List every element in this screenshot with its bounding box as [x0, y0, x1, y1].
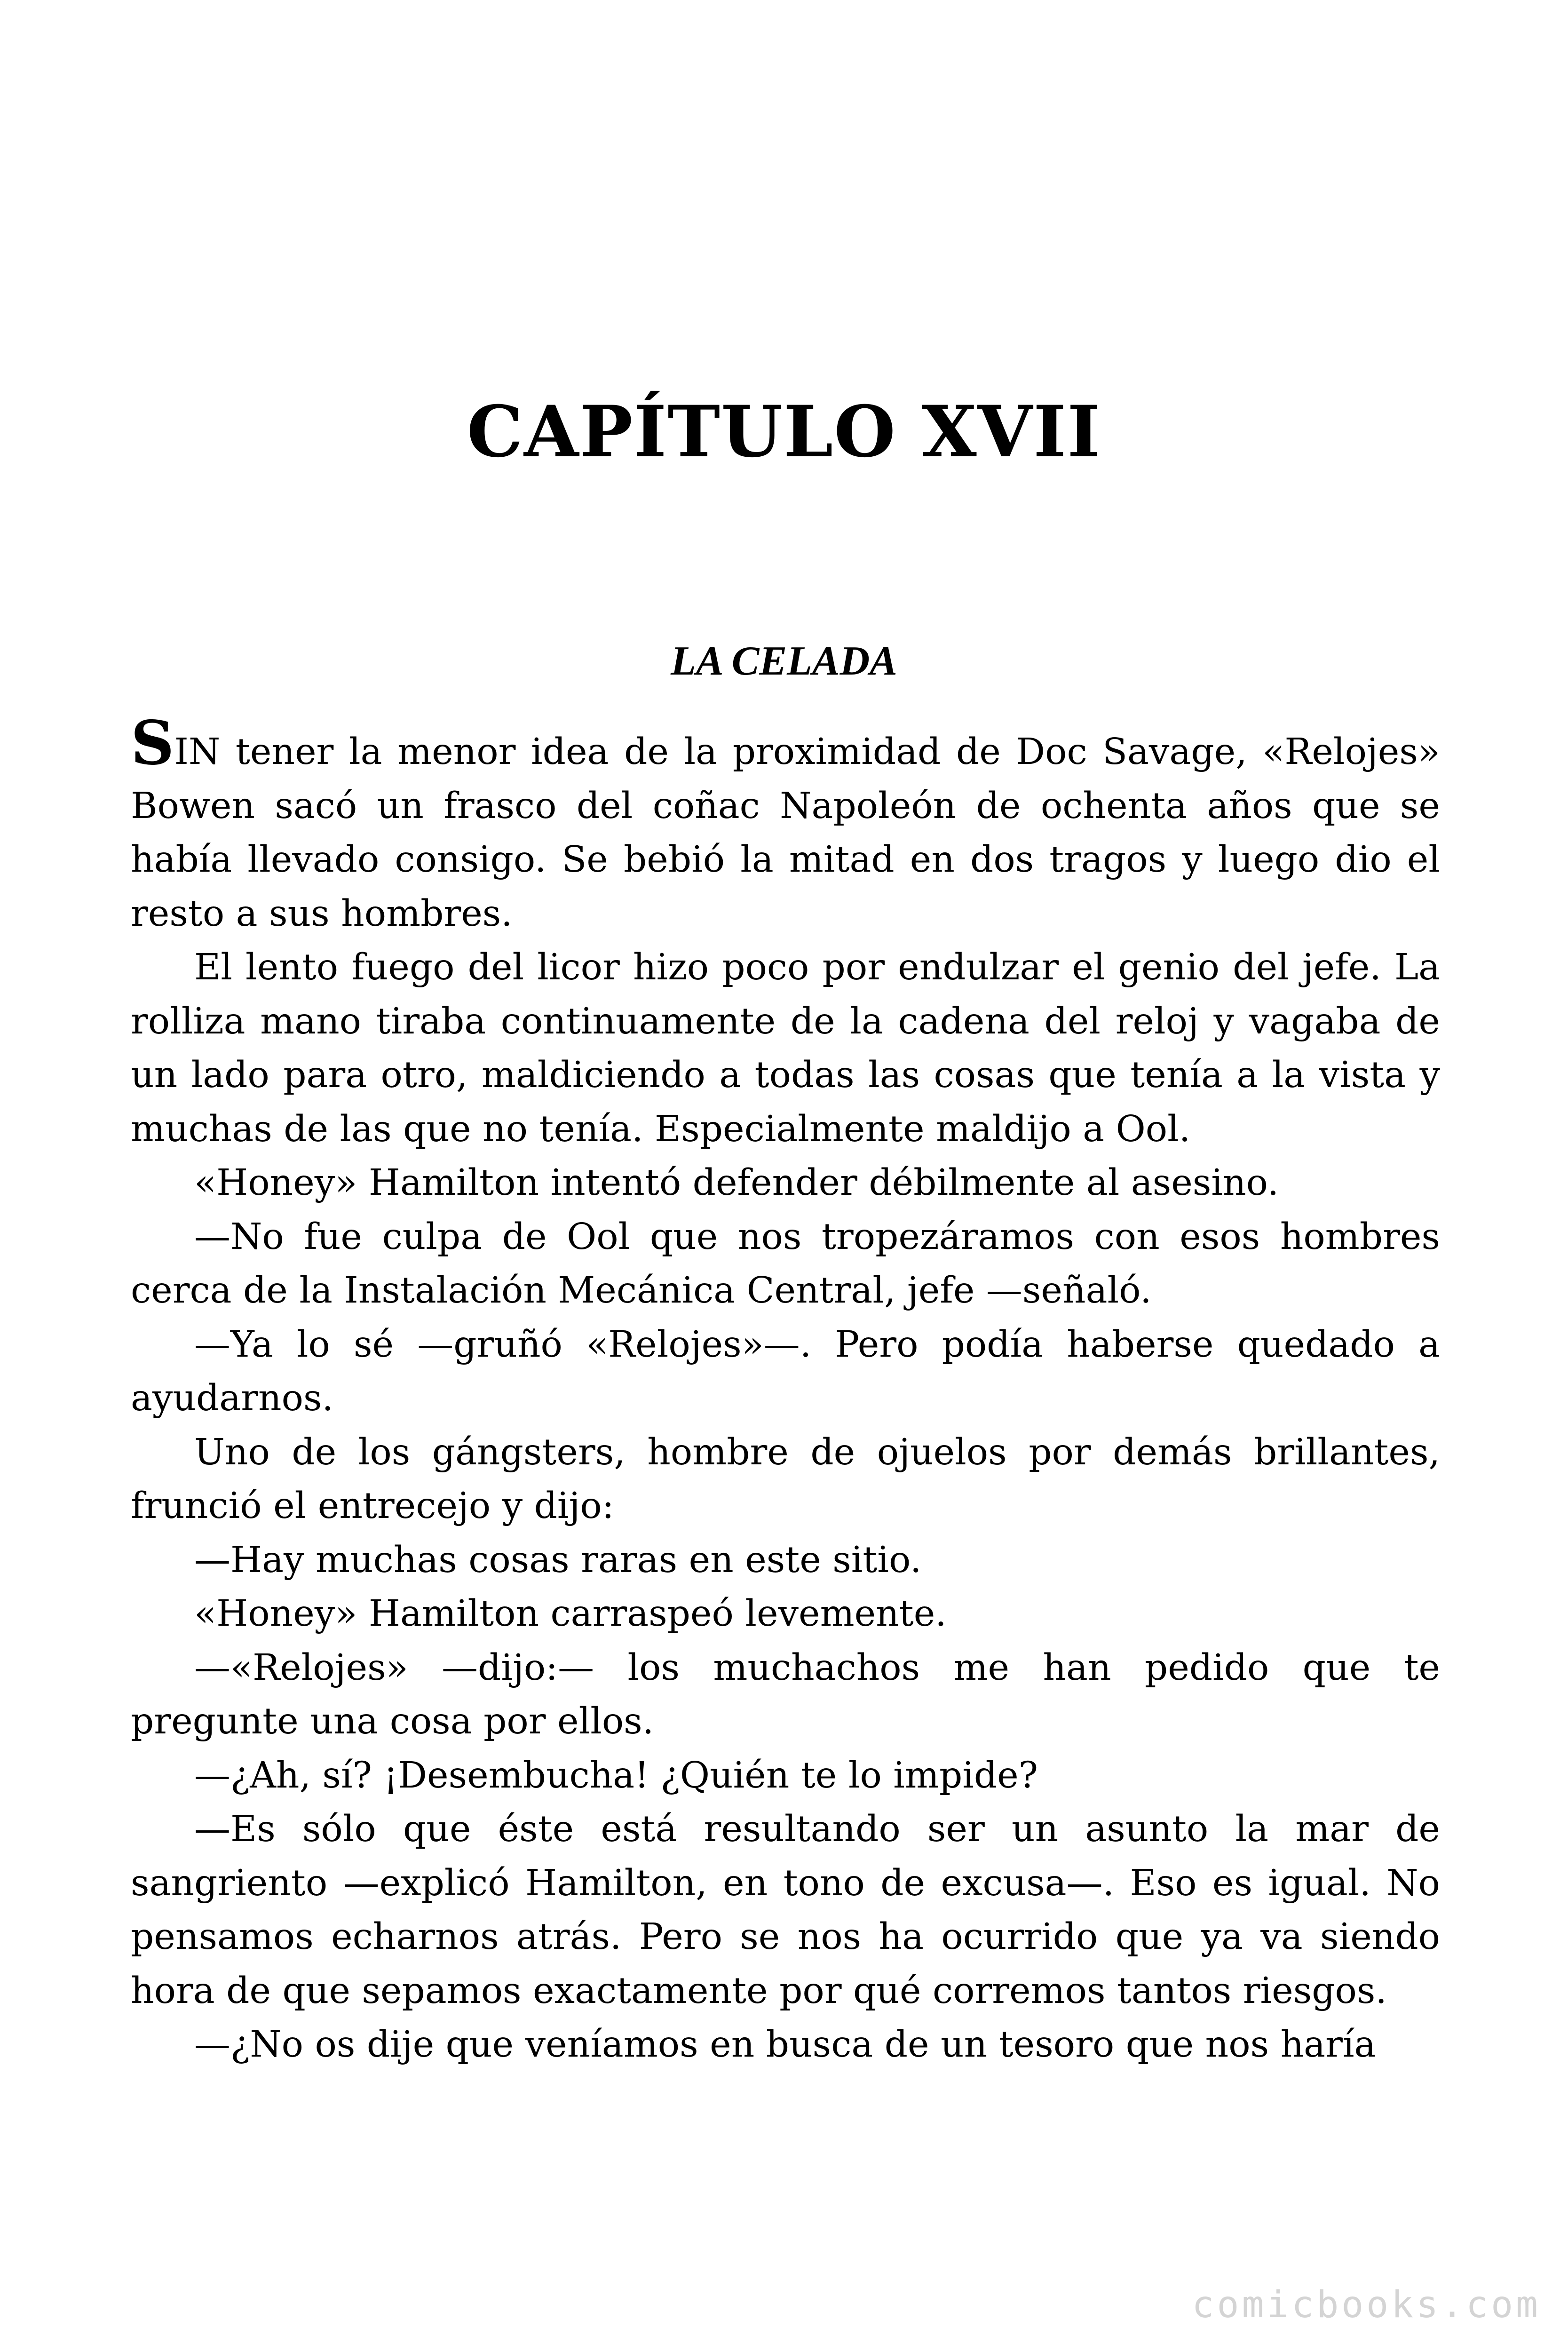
paragraph-8: «Honey» Hamilton carraspeó levemente.: [194, 1593, 947, 1635]
watermark: comicbooks.com: [1192, 2284, 1541, 2326]
paragraph-4: —No fue culpa de Ool que nos tropezáramos con esos hombres cerca de la Instalación Mecánica Central, jefe —señaló.: [131, 1216, 1440, 1311]
paragraph-11: —Es sólo que éste está resultando ser un asunto la mar de sangriento —explicó Hamilton, en tono de excusa—. Eso es igual. No pensamos echarnos atrás. Pero se nos ha ocurrido que ya va siendo hora de que sepamos exactamente por qué corremos tantos riesgos.: [131, 1808, 1440, 2012]
chapter-body: [131, 708, 1440, 2072]
paragraph-5: —Ya lo sé —gruñó «Relojes»—. Pero podía haberse quedado a ayudarnos.: [131, 1323, 1440, 1419]
paragraph-7: —Hay muchas cosas raras en este sitio.: [194, 1539, 922, 1581]
paragraph-3: «Honey» Hamilton intentó defender débilmente al asesino.: [194, 1162, 1279, 1204]
chapter-title: CAPÍTULO XVII: [467, 390, 1101, 473]
paragraph-10: —¿Ah, sí? ¡Desembucha! ¿Quién te lo impide?: [194, 1754, 1038, 1796]
first-lead-smallcaps: IN: [174, 731, 221, 773]
drop-cap: S: [131, 708, 174, 779]
first-paragraph-text: tener la menor idea de la proximidad de Doc Savage, «Relojes» Bowen sacó un frasco del coñac Napoleón de ochenta años que se había llevado consigo. Se bebió la mitad en dos tragos y luego dio el resto a sus hombres.: [131, 731, 1440, 935]
paragraph-1: [131, 708, 1440, 941]
paragraph-6: Uno de los gángsters, hombre de ojuelos por demás brillantes, frunció el entrecejo y dijo:: [131, 1431, 1440, 1527]
chapter-subtitle: LA CELADA: [671, 638, 897, 684]
paragraph-2: El lento fuego del licor hizo poco por endulzar el genio del jefe. La rolliza mano tiraba continuamente de la cadena del reloj y vagaba de un lado para otro, maldiciendo a todas las cosas que tenía a la vista y muchas de las que no tenía. Especialmente maldijo a Ool.: [131, 946, 1440, 1150]
paragraph-9: —«Relojes» —dijo:— los muchachos me han pedido que te pregunte una cosa por ellos.: [131, 1646, 1440, 1742]
paragraph-12: —¿No os dije que veníamos en busca de un tesoro que nos haría: [194, 2024, 1376, 2066]
